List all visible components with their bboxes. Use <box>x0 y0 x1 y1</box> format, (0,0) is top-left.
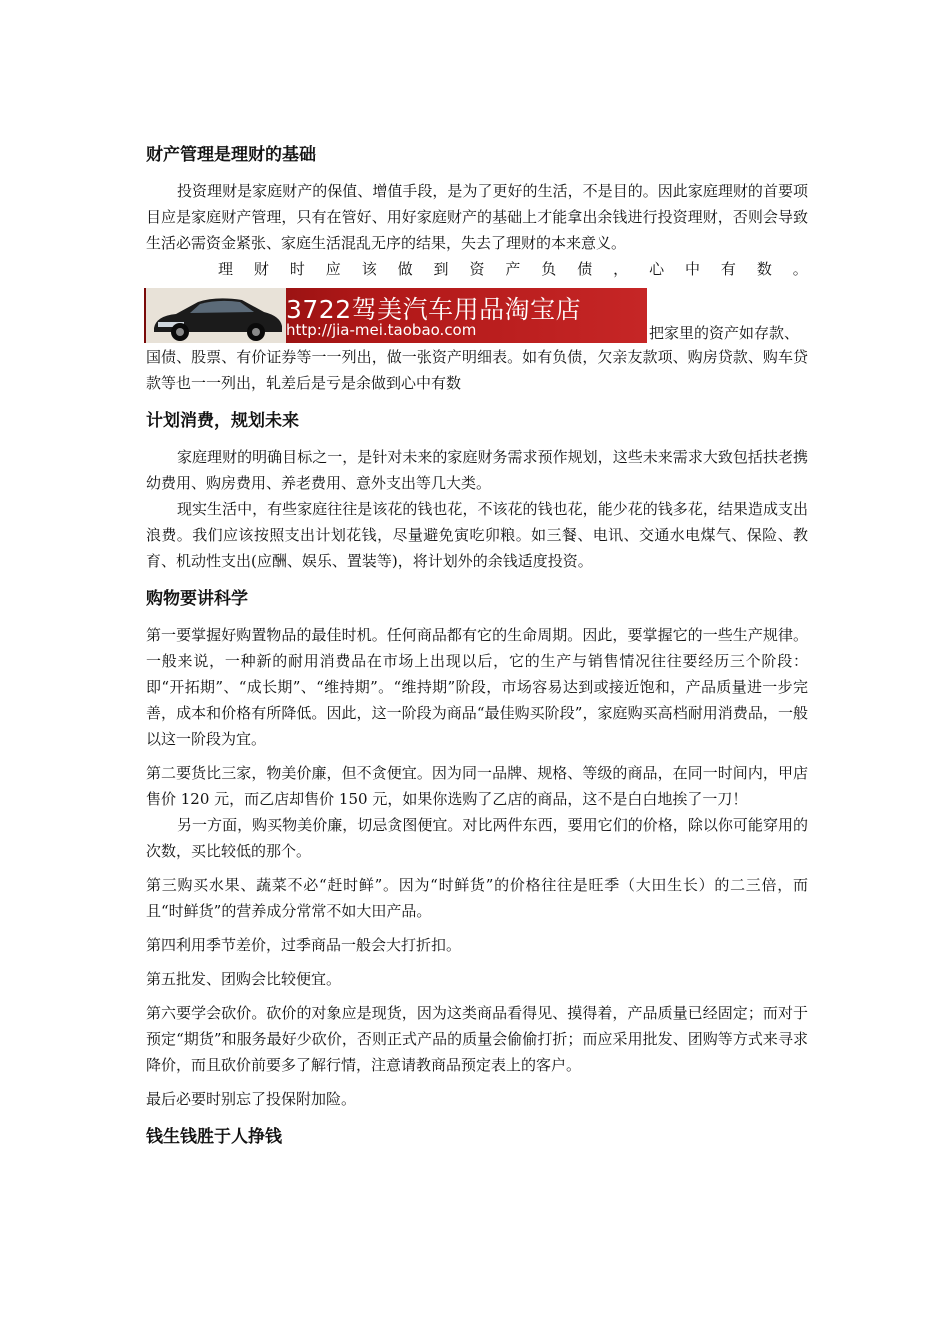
paragraph: 现实生活中，有些家庭往往是该花的钱也花，不该花的钱也花，能少花的钱多花，结果造成支出浪费。我们应该按照支出计划花钱，尽量避免寅吃卯粮。如三餐、电讯、交通水电煤气、保险、教育、机动性支出(应酬、娱乐、置装等)，将计划外的余钱适度投资。 <box>146 500 808 570</box>
car-image <box>146 288 286 343</box>
paragraph: 投资理财是家庭财产的保值、增值手段，是为了更好的生活，不是目的。因此家庭理财的首要项目应是家庭财产管理，只有在管好、用好家庭财产的基础上才能拿出余钱进行投资理财，否则会导致生活必需资金紧张、家庭生活混乱无序的结果，失去了理财的本来意义。 <box>146 182 808 252</box>
paragraph: 家庭理财的明确目标之一，是针对未来的家庭财务需求预作规划，这些未来需求大致包括扶老携幼费用、购房费用、养老费用、意外支出等几大类。 <box>146 448 808 492</box>
section-heading-property-management: 财产管理是理财的基础 <box>146 145 316 165</box>
paragraph: 第四利用季节差价，过季商品一般会大打折扣。 <box>146 936 462 954</box>
spaced-char: 有 <box>720 260 736 278</box>
paragraph: 国债、股票、有价证券等一一列出，做一张资产明细表。如有负债，欠亲友款项、购房贷款、购车贷款等也一一列出，轧差后是亏是余做到心中有数 <box>146 348 808 392</box>
spaced-char: 负 <box>541 260 557 278</box>
paragraph: 第二要货比三家，物美价廉，但不贪便宜。因为同一品牌、规格、等级的商品，在同一时间内，甲店售价 120 元，而乙店却售价 150 元，如果你选购了乙店的商品，这不是白白地挨了一刀！ <box>146 764 808 808</box>
spaced-char: 心 <box>649 260 665 278</box>
spaced-char: 债 <box>577 260 593 278</box>
paragraph: 另一方面，购买物美价廉，切忌贪图便宜。对比两件东西，要用它们的价格，除以你可能穿用的次数，买比较低的那个。 <box>146 816 808 860</box>
spaced-char: 产 <box>505 260 521 278</box>
inline-text: 把家里的资产如存款、 <box>649 324 800 342</box>
section-heading-smart-shopping: 购物要讲科学 <box>146 589 248 609</box>
spaced-char: 应 <box>325 260 341 278</box>
paragraph: 第一要掌握好购置物品的最佳时机。任何商品都有它的生命周期。因此，要掌握它的一些生产规律。一般来说，一种新的耐用消费品在市场上出现以后，它的生产与销售情况往往要经历三个阶段：即“开拓期”、“成长期”、“维持期”。“维持期”阶段，市场容易达到或接近饱和，产品质量进一步完善，成本和价格有所降低。因此，这一阶段为商品“最佳购买阶段”，家庭购买高档耐用消费品，一般以这一阶段为宜。 <box>146 626 808 748</box>
spaced-char: 到 <box>433 260 449 278</box>
spaced-char: 资 <box>469 260 485 278</box>
ad-url: http://jia-mei.taobao.com <box>286 321 477 339</box>
spaced-char: 财 <box>253 260 269 278</box>
spaced-char: 。 <box>792 260 808 278</box>
ad-title: 3722驾美汽车用品淘宝店 <box>286 295 582 324</box>
paragraph: 最后必要时别忘了投保附加险。 <box>146 1090 357 1108</box>
spaced-char: 该 <box>361 260 377 278</box>
ad-row <box>146 282 808 344</box>
spaced-char: 做 <box>397 260 413 278</box>
ad-banner[interactable] <box>144 288 647 343</box>
spaced-text-line <box>146 256 808 282</box>
spaced-char: 中 <box>684 260 700 278</box>
document-body <box>146 138 808 1160</box>
spaced-char: ， <box>613 260 629 278</box>
section-heading-money-makes-money: 钱生钱胜于人挣钱 <box>146 1127 282 1147</box>
paragraph: 第六要学会砍价。砍价的对象应是现货，因为这类商品看得见、摸得着，产品质量已经固定；而对于预定“期货”和服务最好少砍价，否则正式产品的质量会偷偷打折；而应采用批发、团购等方式来寻求降价，而且砍价前要多了解行情，注意请教商品预定表上的客户。 <box>146 1004 808 1074</box>
spaced-char: 理 <box>218 260 234 278</box>
section-heading-plan-spending: 计划消费，规划未来 <box>146 411 299 431</box>
spaced-char: 数 <box>756 260 772 278</box>
paragraph: 第五批发、团购会比较便宜。 <box>146 970 342 988</box>
spaced-char: 时 <box>289 260 305 278</box>
paragraph: 第三购买水果、蔬菜不必“赶时鲜”。因为“时鲜货”的价格往往是旺季（大田生长）的二三倍，而且“时鲜货”的营养成分常常不如大田产品。 <box>146 876 808 920</box>
